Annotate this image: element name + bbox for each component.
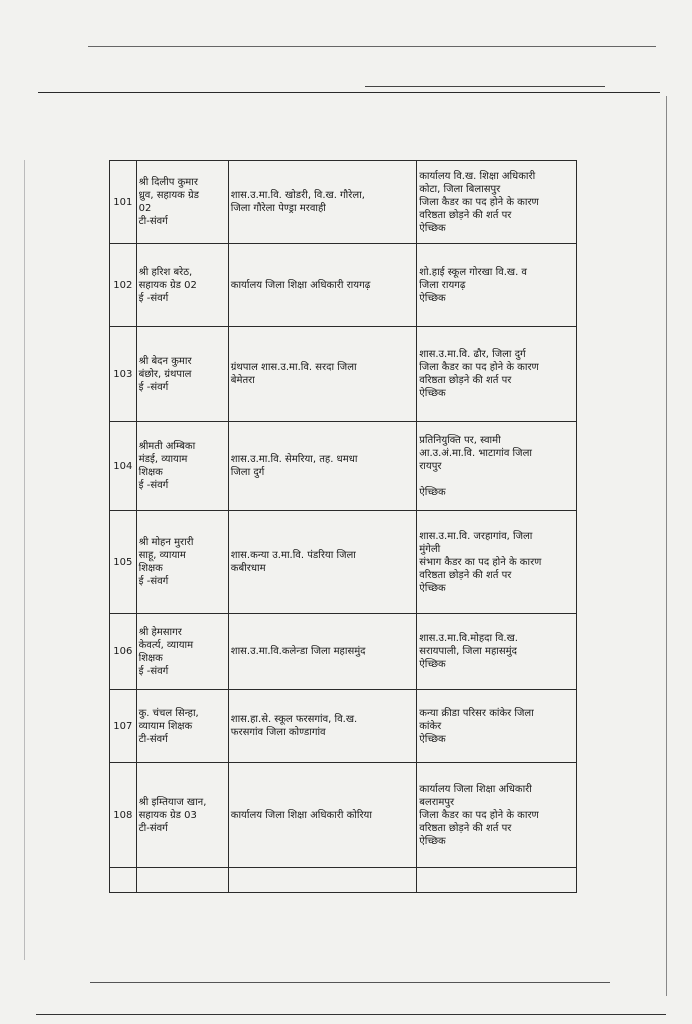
employee-name-cell-line: टी-संवर्ग: [138, 822, 168, 834]
table-row: [110, 327, 577, 422]
serial-number: 106: [110, 614, 137, 690]
empty-table-row: [110, 868, 577, 893]
new-posting-cell-line: शो.हाई स्कूल गोरखा वि.ख. व: [419, 266, 527, 278]
employee-name-cell: [136, 244, 228, 327]
new-posting-cell-line: शास.उ.मा.वि. ढौर, जिला दुर्ग: [419, 349, 526, 360]
new-posting-cell-line: प्रतिनियुक्ति पर, स्वामी: [419, 434, 501, 446]
serial-number: 107: [110, 690, 137, 763]
serial-number: 103: [110, 327, 137, 422]
current-posting-cell-line: शास.उ.मा.वि.कलेन्डा जिला महासमुंद: [230, 646, 366, 657]
current-posting-cell-line: शास.हा.से. स्कूल फरसगांव, वि.ख.: [230, 714, 358, 725]
new-posting-cell-line: वरिष्ठता छोड़ने की शर्त पर: [419, 209, 512, 221]
new-posting-cell-line: जिला कैडर का पद होने के कारण: [419, 362, 539, 373]
new-posting-cell: [417, 614, 577, 690]
new-posting-cell-line: [419, 473, 574, 486]
current-posting-cell-line: शास.कन्या उ.मा.वि. पंडरिया जिला: [230, 550, 356, 561]
employee-name-cell-line: टी-संवर्ग: [138, 216, 168, 227]
new-posting-cell-line: ऐच्छिक: [419, 582, 446, 594]
new-posting-cell-line: ऐच्छिक: [419, 835, 446, 847]
employee-name-cell: [136, 614, 228, 690]
employee-name-cell-line: साहू, व्यायाम: [138, 550, 186, 561]
current-posting-cell: [228, 614, 416, 690]
employee-name-cell-line: केवर्त्य, व्यायाम: [138, 639, 194, 651]
employee-name-cell-line: ई -संवर्ग: [138, 480, 169, 491]
current-posting-cell-line: शास.उ.मा.वि. सेमरिया, तह. धमधा: [230, 454, 358, 465]
serial-number: 102: [110, 244, 137, 327]
employee-name-cell-line: शिक्षक: [138, 467, 163, 478]
employee-name-cell-line: ई -संवर्ग: [138, 576, 169, 587]
new-posting-cell-line: कार्यालय जिला शिक्षा अधिकारी: [419, 783, 532, 795]
empty-cell: [228, 868, 416, 893]
employee-name-cell-line: सहायक ग्रेड 02: [138, 279, 197, 291]
employee-name-cell-line: सहायक ग्रेड 03: [138, 809, 197, 821]
employee-name-cell-line: कु. चंचल सिन्हा,: [138, 707, 199, 719]
new-posting-cell-line: जिला रायगढ़: [419, 279, 466, 291]
empty-cell: [110, 868, 137, 893]
current-posting-cell-line: कार्यालय जिला शिक्षा अधिकारी कोरिया: [230, 809, 372, 821]
employee-name-cell: [136, 690, 228, 763]
new-posting-cell-line: ऐच्छिक: [419, 292, 446, 304]
employee-name-cell-line: 02: [138, 203, 152, 214]
employee-name-cell-line: ई -संवर्ग: [138, 292, 169, 304]
employee-name-cell-line: टी-संवर्ग: [138, 733, 168, 745]
new-posting-cell-line: ऐच्छिक: [419, 733, 446, 745]
current-posting-cell-line: कार्यालय जिला शिक्षा अधिकारी रायगढ़: [230, 279, 371, 291]
new-posting-cell-line: सरायपाली, जिला महासमुंद: [419, 646, 517, 657]
new-posting-cell-line: जिला कैडर का पद होने के कारण: [419, 196, 539, 208]
new-posting-cell-line: ऐच्छिक: [419, 388, 446, 399]
new-posting-cell-line: वरिष्ठता छोड़ने की शर्त पर: [419, 569, 512, 581]
new-posting-cell-line: शास.उ.मा.वि.मोहदा वि.ख.: [419, 633, 518, 644]
new-posting-cell-line: कार्यालय वि.ख. शिक्षा अधिकारी: [419, 170, 536, 182]
scan-artifact-upper-line: [365, 86, 605, 87]
new-posting-cell-line: संभाग कैडर का पद होने के कारण: [419, 556, 542, 568]
employee-name-cell-line: श्री इम्तियाज खान,: [138, 796, 207, 808]
table-row: [110, 161, 577, 244]
current-posting-cell-line: ग्रंथपाल शास.उ.मा.वि. सरदा जिला: [230, 362, 357, 373]
employee-name-cell: [136, 511, 228, 614]
employee-name-cell-line: श्री मोहन मुरारी: [138, 537, 194, 548]
new-posting-cell-line: कोटा, जिला बिलासपुर: [419, 183, 501, 195]
current-posting-cell: [228, 244, 416, 327]
new-posting-cell: [417, 763, 577, 868]
new-posting-cell-line: ऐच्छिक: [419, 222, 446, 234]
table-row: [110, 690, 577, 763]
current-posting-cell-line: कबीरधाम: [230, 563, 266, 574]
employee-name-cell-line: बंछोर, ग्रंथपाल: [138, 368, 192, 380]
employee-name-cell-line: श्री हेमसागर: [138, 626, 182, 638]
table-row: [110, 422, 577, 511]
new-posting-cell-line: ऐच्छिक: [419, 486, 446, 498]
new-posting-cell: [417, 327, 577, 422]
current-posting-cell: [228, 511, 416, 614]
employee-name-cell-line: श्री हरिश बरेठ,: [138, 266, 193, 278]
current-posting-cell-line: फरसगांव जिला कोण्डागांव: [230, 727, 326, 738]
current-posting-cell-line: जिला दुर्ग: [230, 467, 265, 478]
employee-name-cell-line: व्यायाम शिक्षक: [138, 720, 193, 732]
employee-name-cell-line: श्री बेदन कुमार: [138, 355, 192, 367]
new-posting-cell-line: कांकेर: [419, 720, 442, 732]
new-posting-cell-line: बलरामपुर: [419, 796, 455, 808]
empty-cell: [136, 868, 228, 893]
current-posting-cell-line: जिला गौरेला पेण्ड्रा मरवाही: [230, 203, 326, 214]
new-posting-cell-line: रायपुर: [419, 460, 442, 472]
scan-artifact-footer-line: [36, 1014, 666, 1015]
employee-name-cell-line: ध्रुव, सहायक ग्रेड: [138, 190, 200, 201]
table-row: [110, 244, 577, 327]
new-posting-cell: [417, 511, 577, 614]
employee-name-cell-line: श्रीमती अम्बिका: [138, 441, 196, 452]
scan-artifact-left-edge: [24, 160, 25, 960]
employee-name-cell-line: शिक्षक: [138, 652, 163, 664]
employee-name-cell-line: ई -संवर्ग: [138, 381, 169, 393]
new-posting-cell-line: ऐच्छिक: [419, 659, 446, 670]
new-posting-cell-line: वरिष्ठता छोड़ने की शर्त पर: [419, 822, 512, 834]
table-row: [110, 614, 577, 690]
new-posting-cell-line: मुंगेली: [419, 543, 441, 555]
employee-name-cell: [136, 327, 228, 422]
serial-number: 105: [110, 511, 137, 614]
new-posting-cell-line: शास.उ.मा.वि. जरहागांव, जिला: [419, 530, 533, 542]
employee-name-cell-line: मंडई, व्यायाम: [138, 454, 188, 465]
current-posting-cell-line: बेमेतरा: [230, 375, 255, 386]
scan-artifact-right-edge: [666, 96, 667, 996]
new-posting-cell-line: आ.उ.अं.मा.वि. भाटागांव जिला: [419, 447, 532, 459]
new-posting-cell: [417, 422, 577, 511]
empty-cell: [417, 868, 577, 893]
current-posting-cell: [228, 690, 416, 763]
table-row: [110, 511, 577, 614]
new-posting-cell: [417, 161, 577, 244]
scan-artifact-top-line: [88, 46, 656, 47]
serial-number: 108: [110, 763, 137, 868]
employee-name-cell-line: शिक्षक: [138, 563, 163, 574]
current-posting-cell: [228, 327, 416, 422]
new-posting-cell-line: कन्या क्रीडा परिसर कांकेर जिला: [419, 707, 534, 719]
employee-name-cell: [136, 161, 228, 244]
transfer-table: [109, 160, 577, 893]
employee-name-cell-line: श्री दिलीप कुमार: [138, 177, 198, 188]
serial-number: 104: [110, 422, 137, 511]
table-row: [110, 763, 577, 868]
current-posting-cell-line: शास.उ.मा.वि. खोडरी, वि.ख. गौरेला,: [230, 190, 365, 201]
current-posting-cell: [228, 763, 416, 868]
employee-name-cell: [136, 763, 228, 868]
current-posting-cell: [228, 422, 416, 511]
serial-number: 101: [110, 161, 137, 244]
new-posting-cell: [417, 244, 577, 327]
new-posting-cell-line: जिला कैडर का पद होने के कारण: [419, 809, 539, 821]
employee-name-cell: [136, 422, 228, 511]
new-posting-cell-line: वरिष्ठता छोड़ने की शर्त पर: [419, 375, 512, 386]
employee-name-cell-line: ई -संवर्ग: [138, 665, 169, 677]
current-posting-cell: [228, 161, 416, 244]
new-posting-cell: [417, 690, 577, 763]
